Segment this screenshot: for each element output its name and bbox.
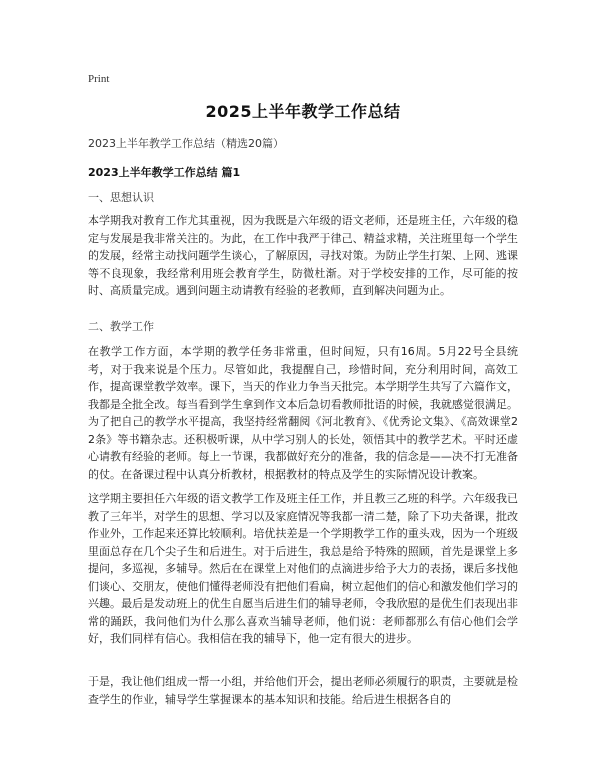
heading-teaching: 二、教学工作 (88, 320, 154, 333)
document-title: 2025上半年教学工作总结 (205, 102, 401, 121)
paragraph-teaching-2: 这学期主要担任六年级的语文教学工作及班主任工作，并且教三乙班的科学。六年级我已教了三年半，对学生的思想、学习以及家庭情况等我都一清二楚，除了下功夫备课，批改作业外，工作起来还算比较顺利。培优扶差是一个学期教学工作的重头戏，因为一个班级里面总存在几个尖子生和后进生。对于后进生，我总是给予特殊的照顾，首先是课堂上多提问，多巡视，多辅导。然后在在课堂上对他们的点滴进步给予大力的表扬，课后多找他们谈心、交朋友，使他们懂得老师没有把他们看扁，树立起他们的信心和激发他们学习的兴趣。最后是发动班上的优生自愿当后进生们的辅导老师，令我欣慰的是优生们表现出非常的踊跃，我问他们为什么那么喜欢当辅导老师，他们说：老师都那么有信心他们会学好，我们同样有信心。我相信在我的辅导下，他一定有很大的进步。 (88, 492, 518, 645)
document-subtitle: 2023上半年教学工作总结（精选20篇） (88, 137, 284, 150)
section-heading: 2023上半年教学工作总结 篇1 (88, 166, 241, 179)
paragraph-teaching-3: 于是，我让他们组成一帮一小组，并给他们开会，提出老师必须履行的职责，主要就是检查学生的作业，辅导学生掌握课本的基本知识和技能。给后进生根据各自的 (88, 675, 518, 706)
heading-thought: 一、思想认识 (88, 191, 154, 204)
paragraph-thought: 本学期我对教育工作尤其重视，因为我既是六年级的语文老师，还是班主任，六年级的稳定与发展是我非常关注的。为此，在工作中我严于律己、精益求精，关注班里每一个学生的发展，经常主动找问题学生谈心，了解原因，寻找对策。为防止学生打架、上网、逃课等不良现象，我经常利用班会教育学生，防微杜渐。对于学校安排的工作，尽可能的按时、高质量完成。遇到问题主动请教有经验的老教师，直到解决问题为止。 (88, 214, 518, 297)
print-label: Print (88, 73, 110, 85)
paragraph-teaching-1: 在教学工作方面，本学期的教学任务非常重，但时间短，只有16周。5月22号全县统考，对于我来说是个压力。尽管如此，我提醒自己，珍惜时间，充分利用时间，高效工作，提高课堂教学效率。课下，当天的作业力争当天批完。本学期学生共写了六篇作文，我都是全批全改。每当看到学生拿到作文本后急切看教师批语的时候，我就感觉很满足。为了把自己的教学水平提高，我坚持经常翻阅《河北教育》、《优秀论文集》、《高效课堂22条》等书籍杂志。还积极听课，从中学习别人的长处，领悟其中的教学艺术。平时还虚心请教有经验的老师。每上一节课，我都做好充分的准备，我的信念是——决不打无准备的仗。在备课过程中认真分析教材，根据教材的特点及学生的实际情况设计教案。 (88, 345, 518, 481)
